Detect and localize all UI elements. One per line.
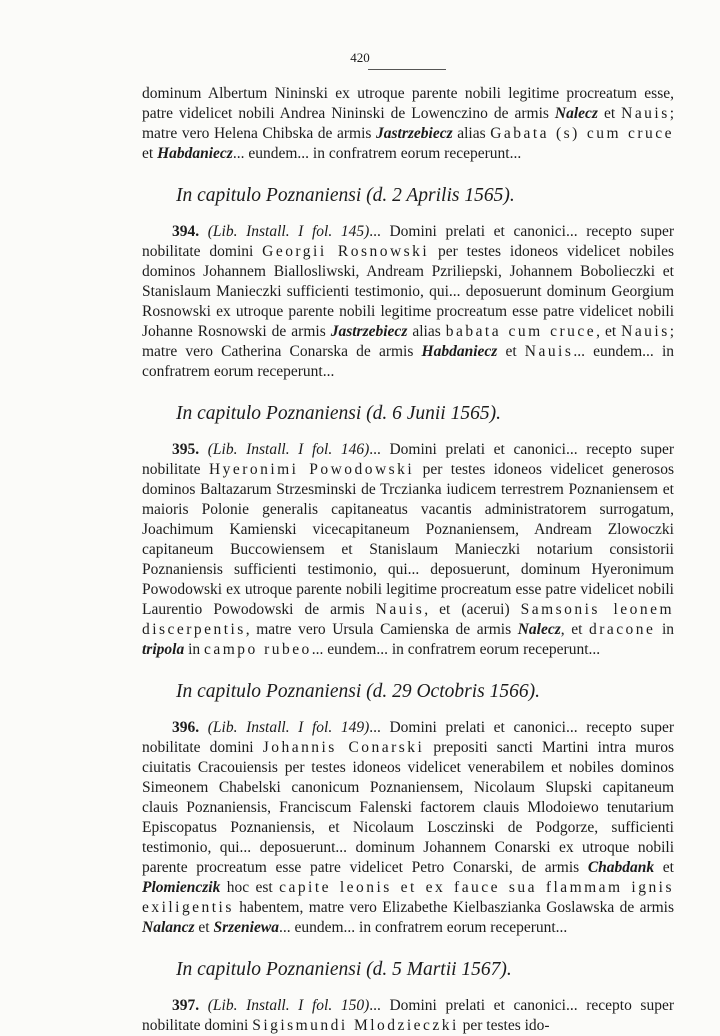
text: et bbox=[497, 343, 525, 360]
coat-of-arms: Samsonis leonem discerpentis bbox=[142, 601, 674, 638]
section-heading: In capitulo Poznaniensi (d. 6 Junii 1565). bbox=[176, 403, 501, 424]
text: ... eundem... in confratrem eorum receperunt... bbox=[311, 641, 601, 658]
text: alias bbox=[407, 323, 446, 340]
coat-of-arms: Chabdank bbox=[587, 859, 655, 876]
coat-of-arms: Nauis bbox=[621, 105, 670, 122]
coat-of-arms: Plomienczik bbox=[142, 879, 221, 896]
coat-of-arms: Nauis bbox=[375, 601, 425, 618]
person-name: Johannis Conarski bbox=[262, 739, 425, 756]
text: per testes idoneos videlicet generosos dominos Baltazarum Strzesminski de Trczianka iudicem terrestrem Poznaniensem et maioris Polonie generalis capitaneatus vacantis administratorem surrogatum, Joachimum Kamienski vicecapitaneum Poznaniensem, Andream Zlowoczki capitaneum Buccowiensem et Stanislaum Manieczki notarium consistorii Poznaniensis sufficienti testimonio, qui... deposuerunt, dominum Hyeronimum Powodowski ex utroque parente nobili legitime procreatum esse patre videlicet nobili Laurentio Powodowski de armis bbox=[142, 461, 674, 618]
coat-of-arms: Jastrzebiecz bbox=[376, 125, 453, 142]
text: ... eundem... in confratrem eorum receperunt... bbox=[142, 343, 674, 380]
person-name: Georgii Rosnowski bbox=[262, 243, 430, 260]
page-content bbox=[142, 84, 674, 1036]
text: ... Domini prelati et canonici... recepto super nobilitate domini bbox=[142, 997, 675, 1034]
coat-of-arms: babata cum cruce bbox=[445, 323, 597, 340]
citation: (Lib. Install. I fol. 145) bbox=[207, 223, 370, 240]
text: ... Domini prelati et canonici... recepto super nobilitate bbox=[142, 441, 675, 478]
coat-of-arms: dracone bbox=[588, 621, 656, 638]
coat-of-arms: Nauis bbox=[621, 323, 670, 340]
text: et bbox=[597, 105, 622, 122]
coat-of-arms: Gabata (s) cum cruce bbox=[490, 125, 674, 142]
text: ; matre vero Catherina Conarska de armis bbox=[142, 323, 675, 360]
text: , et bbox=[560, 621, 589, 638]
page-number-rule bbox=[368, 69, 446, 70]
text: dominum Albertum Nininski ex utroque parente nobili legitime procreatum esse, patre videlicet nobili Andrea Nininski de Lowenczino de armis bbox=[142, 85, 674, 122]
entry-number: 396. bbox=[172, 719, 200, 736]
coat-of-arms: Habdaniecz bbox=[157, 145, 233, 162]
text: , et bbox=[596, 323, 622, 340]
text: et bbox=[654, 859, 674, 876]
text: habentem, matre vero Elizabethe Kielbaszianka Goslawska de armis bbox=[233, 899, 674, 916]
text: , matre vero Ursula Camienska de armis bbox=[245, 621, 518, 638]
entry-396 bbox=[142, 718, 674, 938]
text: alias bbox=[452, 125, 491, 142]
text: ... Domini prelati et canonici... recepto super nobilitate domini bbox=[142, 719, 675, 756]
entry-395 bbox=[142, 440, 674, 660]
text: ... eundem... in confratrem eorum receperunt... bbox=[278, 919, 568, 936]
entry-397 bbox=[142, 996, 674, 1036]
entry-number: 395. bbox=[172, 441, 200, 458]
section-heading: In capitulo Poznaniensi (d. 29 Octobris 1566). bbox=[176, 681, 540, 702]
text: , et (acerui) bbox=[424, 601, 521, 618]
text: ; matre vero Helena Chibska de armis bbox=[142, 105, 675, 142]
coat-of-arms: Jastrzebiecz bbox=[330, 323, 408, 340]
coat-of-arms: Srzeniewa bbox=[213, 919, 279, 936]
coat-of-arms: campo rubeo bbox=[204, 641, 312, 658]
citation: (Lib. Install. I fol. 150) bbox=[207, 997, 370, 1014]
text: in bbox=[184, 641, 205, 658]
text: hoc est bbox=[220, 879, 280, 896]
person-name: Hyeronimi Powodowski bbox=[208, 461, 415, 478]
text: prepositi sancti Martini intra muros ciuitatis Cracouiensis per testes idoneos videlicet venerabilem et nobiles dominos Simeonem Chabelski canonicum Poznaniensem, Nicolaum Slupski capitaneum clauis Poznaniensis, Franciscum Falenski factorem clauis Mlodoiewo tenutarium Episcopatus Poznaniensis, et Nicolaum Losczinski de Podgorze, sufficienti testimonio, qui... deposuerunt... dominum Johannem Conarski ex utroque nobili parente procreatum esse patre videlicet Petro Conarski, de armis bbox=[142, 739, 674, 876]
text: ... eundem... in confratrem eorum receperunt... bbox=[232, 145, 522, 162]
coat-of-arms: Habdaniecz bbox=[421, 343, 498, 360]
entry-number: 394. bbox=[172, 223, 200, 240]
entry-number: 397. bbox=[172, 997, 200, 1014]
coat-of-arms: tripola bbox=[142, 641, 185, 658]
entry-394 bbox=[142, 222, 674, 382]
citation: (Lib. Install. I fol. 146) bbox=[207, 441, 370, 458]
coat-of-arms: Nalecz bbox=[554, 105, 598, 122]
text: ... Domini prelati et canonici... recepto super nobilitate domini bbox=[142, 223, 675, 260]
coat-of-arms: Nalecz bbox=[517, 621, 561, 638]
section-heading: In capitulo Poznaniensi (d. 2 Aprilis 1565). bbox=[176, 185, 515, 206]
coat-of-arms: capite leonis et ex fauce sua flammam ignis exiligentis bbox=[142, 879, 674, 916]
coat-of-arms: Nalancz bbox=[142, 919, 195, 936]
text: et bbox=[142, 145, 158, 162]
text: et bbox=[194, 919, 214, 936]
intro-paragraph bbox=[142, 84, 674, 164]
section-heading: In capitulo Poznaniensi (d. 5 Martii 1567). bbox=[176, 959, 512, 980]
text: per testes idoneos videlicet nobiles dominos Johannem Biallosliwski, Andream Pzriliepski, Johannem Bobolieczki et Stanislaum Manieczki sufficienti testimonio, qui... deposuerunt dominum Georgium Rosnowski ex utroque parente nobili legitime procreatum esse patre videlicet nobili Johanne Rosnowski de armis bbox=[142, 243, 674, 340]
person-name: Sigismundi Mlodzieczki bbox=[252, 1017, 459, 1034]
text: in bbox=[655, 621, 675, 638]
coat-of-arms: Nauis bbox=[524, 343, 574, 360]
citation: (Lib. Install. I fol. 149) bbox=[207, 719, 370, 736]
page-number: 420 bbox=[350, 50, 370, 65]
text: per testes ido- bbox=[458, 1017, 550, 1034]
